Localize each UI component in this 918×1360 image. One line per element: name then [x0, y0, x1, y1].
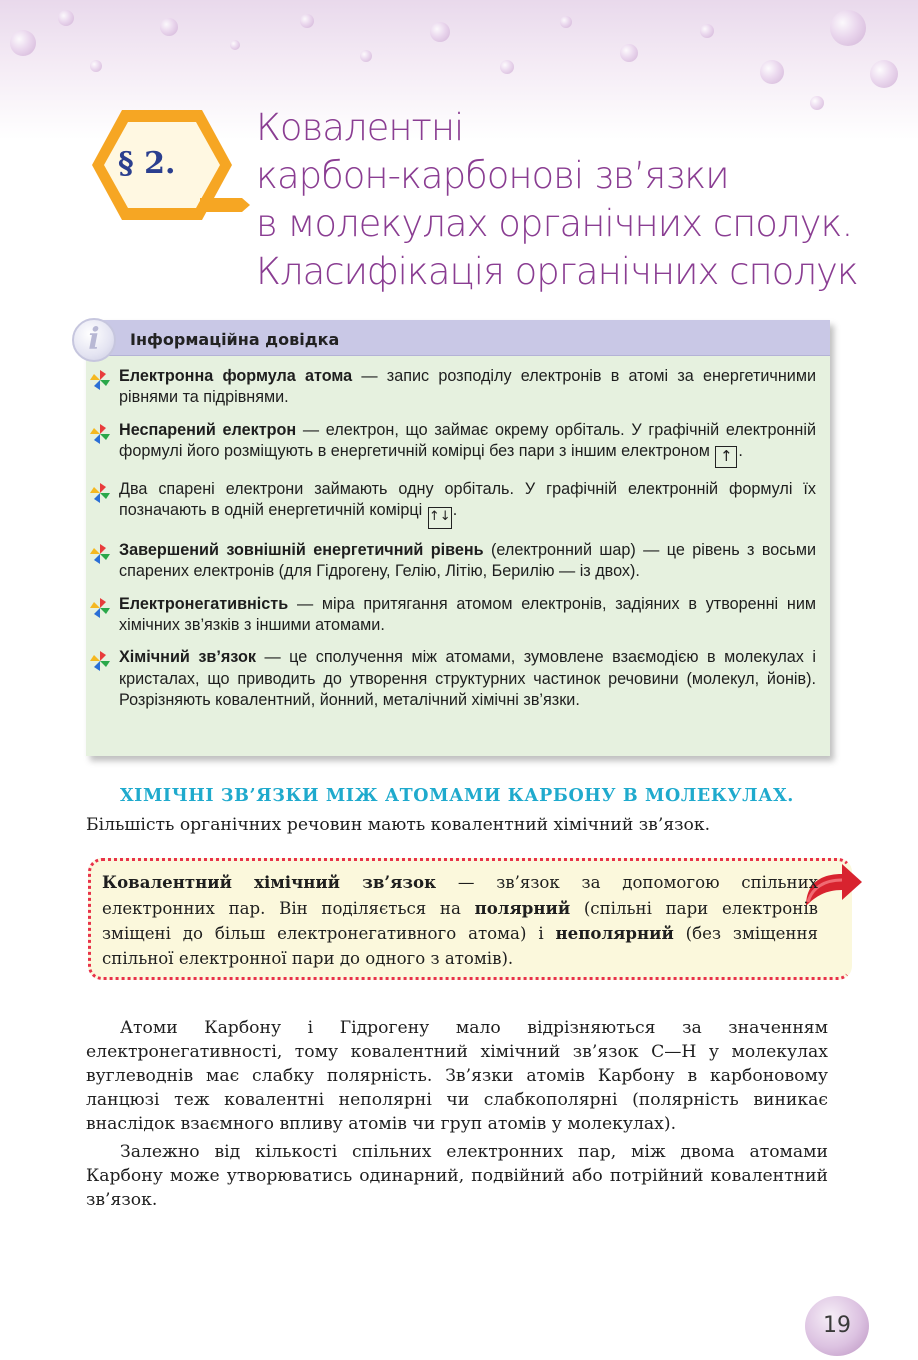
term: Електронна формула атома — [119, 367, 353, 385]
section-heading: ХІМІЧНІ ЗВ’ЯЗКИ МІЖ АТОМАМИ КАРБОНУ В МОЛЕКУЛАХ. — [120, 786, 794, 806]
pinwheel-icon — [89, 597, 111, 619]
energy-cell: ↑ — [715, 446, 737, 468]
section-intro: Більшість органічних речовин мають ковалентний хімічний зв’язок. — [86, 815, 711, 835]
pinwheel-icon — [89, 482, 111, 504]
pinwheel-icon — [89, 369, 111, 391]
term: Завершений зовнішній енергетичний рівень — [119, 541, 484, 560]
pinwheel-icon — [89, 543, 111, 565]
list-item — [86, 594, 830, 637]
definition-part: (без зміщення спільної електронної пари до одного з атомів). — [102, 924, 819, 968]
title-line: карбон-карбонові зв’язки — [256, 154, 729, 197]
definition-text: — це сполучення між атомами, зумовлене взаємодією в молекулах і кристалах, що приводить до утворення структурних частинок речовини (молекул, йонів). Розрізняють ковалентний, йонний, металічний хімічні зв’язки. — [119, 648, 816, 709]
info-list — [86, 366, 830, 711]
section-number: § 2. — [118, 146, 176, 181]
pinwheel-icon — [89, 650, 111, 672]
definition-text: — електрон, що займає окрему орбіталь. У графічній електронній формулі його розміщують в енергетичній комірці без пари з іншим електроном — [119, 420, 816, 460]
definition-text-block — [102, 870, 818, 971]
body-paragraph: Залежно від кількості спільних електронних пар, між двома атомами Карбону може утворюватись одинарний, подвійний або потрійний ковалентний зв’язок. — [86, 1142, 828, 1210]
nonpolar-term: неполярний — [555, 923, 674, 943]
definition-text: (електронний шар) — це рівень з восьми спарених електронів (для Гідрогену, Гелію, Літію, Берилію — із двох). — [119, 541, 816, 581]
list-item — [86, 647, 830, 711]
definition-text: — міра притягання атомом електронів, задіяних в утворенні ним хімічних зв’язків з іншими атомами. — [119, 594, 816, 635]
title-line: в молекулах органічних сполук. — [256, 202, 853, 245]
list-item — [86, 540, 830, 583]
list-item — [86, 420, 830, 468]
term: Електронегативність — [119, 594, 289, 613]
page-number: 19 — [805, 1296, 869, 1356]
info-icon: i — [72, 318, 116, 362]
body-paragraph: Атоми Карбону і Гідрогену мало відрізняються за значенням електронегативності, тому ковалентний хімічний зв’язок С—Н у молекулах вуглеводнів має слабку полярність. Зв’язки атомів Карбону в карбоновому ланцюзі теж ковалентні неполярні чи слабкополярні (полярність виникає внаслідок взаємного впливу атомів чи груп атомів у молекулах). — [86, 1018, 828, 1134]
definition-text: Два спарені електрони займають одну орбіталь. У графічній електронній формулі їх позначають в одній енергетичній комірці — [119, 479, 816, 520]
info-header-title: Інформаційна довідка — [130, 330, 340, 349]
definition-term: Ковалентний хімічний зв’язок — [102, 872, 437, 892]
term: Хімічний зв’язок — [119, 648, 256, 667]
title-line: Ковалентні — [256, 106, 464, 149]
info-header — [86, 320, 830, 356]
term: Неспарений електрон — [119, 420, 297, 439]
definition-text: — запис розподілу електронів в атомі за енергетичними рівнями та підрівнями. — [119, 367, 816, 407]
title-line: Класифікація органічних сполук — [256, 250, 858, 293]
punctuation: . — [452, 501, 458, 520]
list-item — [86, 366, 830, 409]
pinwheel-icon — [89, 423, 111, 445]
definition-part: (спільні пари електронів зміщені до більш електронегативного атома) і — [102, 898, 818, 943]
definition-part: — зв’язок за допомогою спільних електронних пар. Він поділяється на — [102, 873, 818, 918]
punctuation: . — [738, 441, 743, 460]
polar-term: полярний — [474, 897, 571, 918]
page-title — [256, 104, 858, 296]
list-item — [86, 479, 830, 529]
energy-cell: ↑↓ — [428, 507, 452, 529]
